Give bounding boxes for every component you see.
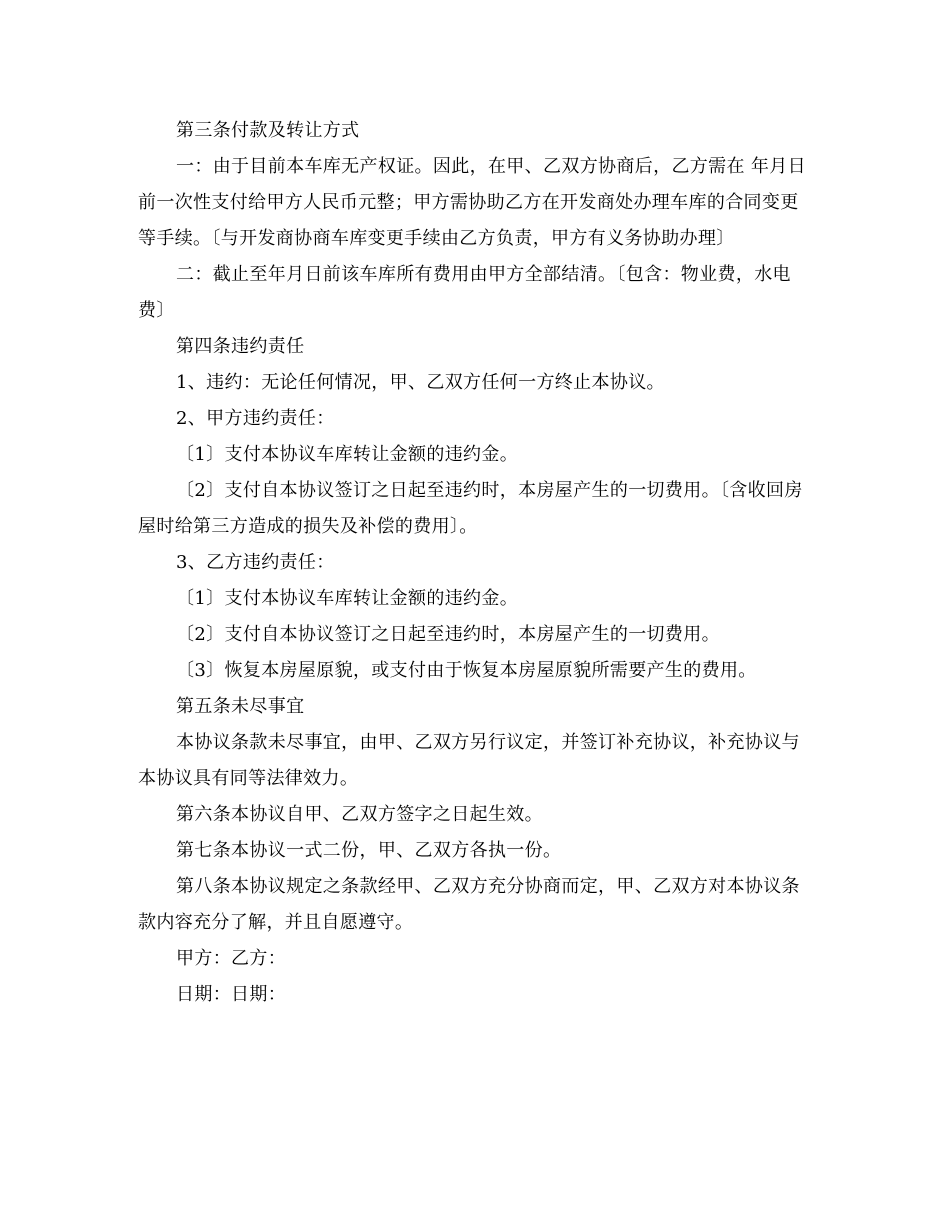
paragraph-supplementary-agreement: 本协议条款未尽事宜，由甲、乙双方另行议定，并签订补充协议，补充协议与本协议具有同等法律效力。 [138,732,800,789]
paragraph-payment-clause-2: 二：截止至年月日前该车库所有费用由甲方全部结清。〔包含：物业费，水电费〕 [138,264,791,321]
section-heading-article-5: 第五条未尽事宜 [176,696,305,717]
paragraph-party-a-liability-item-2: 〔2〕支付自本协议签订之日起至违约时，本房屋产生的一切费用。〔含收回房屋时给第三方造成的损失及补偿的费用〕。 [138,480,803,537]
paragraph-article-7: 第七条本协议一式二份，甲、乙双方各执一份。 [176,840,562,861]
document-body [138,113,814,1013]
paragraph-party-b-liability-heading: 3、乙方违约责任： [176,552,335,573]
section-heading-article-3: 第三条付款及转让方式 [176,120,360,141]
paragraph-party-a-liability-item-1: 〔1〕支付本协议车库转让金额的违约金。 [176,444,519,465]
paragraph-party-b-liability-item-2: 〔2〕支付自本协议签订之日起至违约时，本房屋产生的一切费用。 [176,624,720,645]
paragraph-party-b-liability-item-1: 〔1〕支付本协议车库转让金额的违约金。 [176,588,519,609]
paragraph-article-8: 第八条本协议规定之条款经甲、乙双方充分协商而定，甲、乙双方对本协议条款内容充分了解，并且自愿遵守。 [138,876,800,933]
paragraph-payment-clause-1: 一：由于目前本车库无产权证。因此，在甲、乙双方协商后，乙方需在 年月日前一次性支付给甲方人民币元整；甲方需协助乙方在开发商处办理车库的合同变更等手续。〔与开发商协商车库变更手续由乙方负责，甲方有义务协助办理〕 [138,156,806,249]
paragraph-breach-definition: 1、违约：无论任何情况，甲、乙双方任何一方终止本协议。 [176,372,665,393]
signature-parties-line: 甲方：乙方： [176,948,287,969]
paragraph-party-a-liability-heading: 2、甲方违约责任： [176,408,335,429]
paragraph-party-b-liability-item-3: 〔3〕恢复本房屋原貌，或支付由于恢复本房屋原貌所需要产生的费用。 [176,660,757,681]
signature-date-line: 日期：日期： [176,984,287,1005]
section-heading-article-4: 第四条违约责任 [176,336,305,357]
paragraph-article-6: 第六条本协议自甲、乙双方签字之日起生效。 [176,804,543,825]
